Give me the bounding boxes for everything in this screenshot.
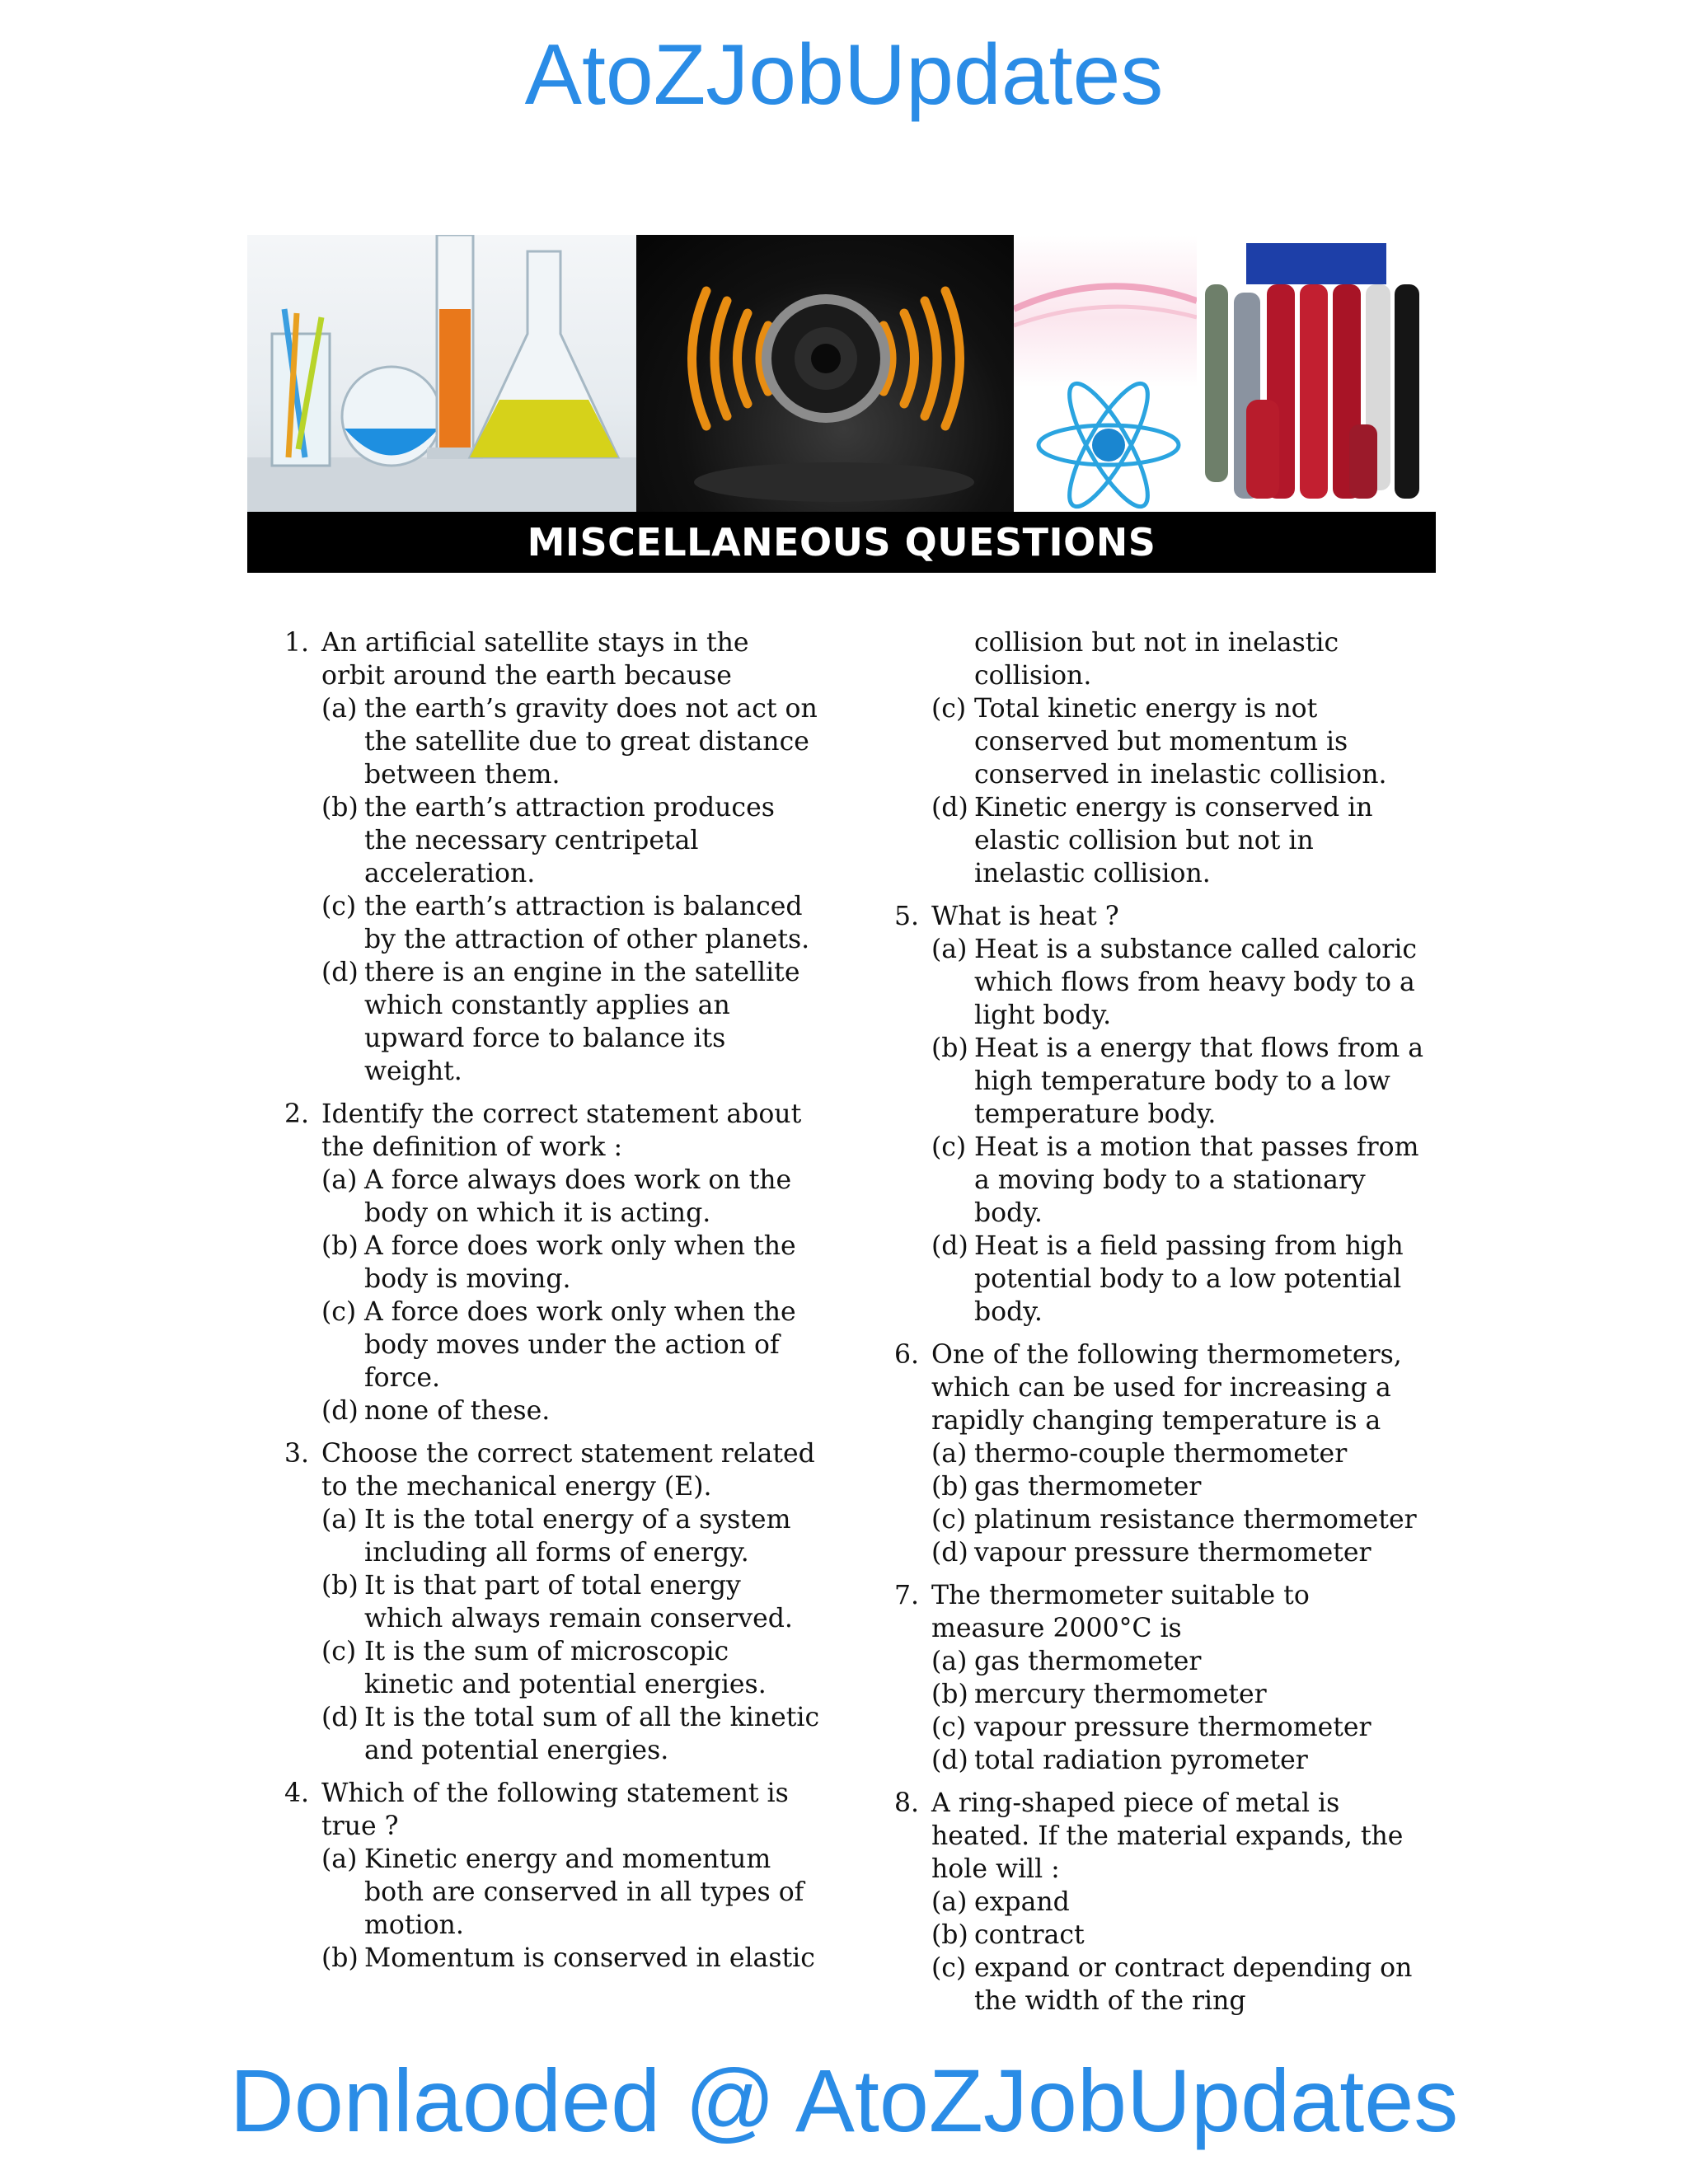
- question-text: An artificial satellite stays in the orbit around the earth because: [321, 628, 749, 691]
- option-text: thermo-couple thermometer: [974, 1439, 1348, 1469]
- gas-cylinders-image: [1197, 235, 1436, 512]
- question-6: [894, 1338, 1430, 1569]
- option-label: (d): [321, 958, 359, 987]
- option-text: vapour pressure thermometer: [974, 1713, 1372, 1742]
- question-number: 1.: [284, 628, 310, 658]
- option-label: (c): [931, 694, 967, 724]
- option-label: (b): [321, 1571, 359, 1601]
- question-number: 5.: [894, 902, 920, 931]
- option: [931, 1032, 1430, 1131]
- question-1: [284, 626, 820, 1088]
- option-text: It is the sum of microscopic kinetic and potential energies.: [364, 1637, 767, 1699]
- watermark-bottom: Donlaoded @ AtoZJobUpdates: [229, 2050, 1459, 2150]
- option-label: (c): [931, 1505, 967, 1535]
- question-8: [894, 1787, 1430, 2018]
- option: [321, 1296, 820, 1394]
- option-text: It is the total sum of all the kinetic and potential energies.: [364, 1703, 820, 1765]
- option-text: It is the total energy of a system including all forms of energy.: [364, 1505, 791, 1568]
- question-text: Choose the correct statement related to the mechanical energy (E).: [321, 1439, 815, 1502]
- option: [931, 1230, 1430, 1329]
- question-text: The thermometer suitable to measure 2000°C is: [931, 1581, 1310, 1643]
- option: [931, 1678, 1430, 1711]
- question-number: 8.: [894, 1788, 920, 1818]
- option-text: Heat is a substance called caloric which flows from heavy body to a light body.: [974, 935, 1418, 1030]
- option: [321, 1230, 820, 1296]
- question-4: [284, 1777, 820, 1975]
- glassware-image: [247, 235, 636, 512]
- option-text: A force does work only when the body is moving.: [364, 1231, 796, 1294]
- option-label: (a): [931, 1887, 968, 1917]
- option-label: (a): [321, 694, 358, 724]
- option: [321, 1569, 820, 1635]
- right-column: [894, 626, 1430, 2027]
- header-banner: [247, 235, 1436, 573]
- option-continuation: collision but not in inelastic collision.: [974, 628, 1339, 691]
- option-text: vapour pressure thermometer: [974, 1538, 1372, 1568]
- option-label: (b): [931, 1033, 968, 1063]
- question-number: 6.: [894, 1340, 920, 1370]
- option: [931, 1919, 1430, 1952]
- option-text: the earth’s attraction is balanced by the attraction of other planets.: [364, 892, 810, 954]
- option-label: (b): [931, 1472, 968, 1502]
- option-label: (b): [931, 1920, 968, 1950]
- speaker-image: [636, 235, 1014, 512]
- option-text: Heat is a energy that flows from a high temperature body to a low temperature body.: [974, 1033, 1424, 1129]
- option-text: contract: [974, 1920, 1085, 1950]
- question-number: 4.: [284, 1779, 310, 1808]
- question-text: What is heat ?: [931, 902, 1119, 931]
- question-text: Which of the following statement is true ?: [321, 1779, 789, 1841]
- option: [321, 1635, 820, 1701]
- option-label: (b): [321, 1943, 359, 1973]
- option: [931, 1503, 1430, 1536]
- question-4-continued: [894, 692, 1430, 890]
- option-text: the earth’s attraction produces the necessary centripetal acceleration.: [364, 793, 775, 888]
- option-label: (d): [931, 1538, 968, 1568]
- option-label: (a): [931, 935, 968, 964]
- option-label: (a): [931, 1439, 968, 1469]
- question-5: [894, 900, 1430, 1329]
- option-text: mercury thermometer: [974, 1680, 1267, 1709]
- option-label: (c): [321, 1637, 357, 1666]
- option: [321, 1164, 820, 1230]
- option-label: (b): [321, 793, 359, 823]
- option-text: It is that part of total energy which always remain conserved.: [364, 1571, 793, 1633]
- question-text: A ring-shaped piece of metal is heated. If the material expands, the hole will :: [931, 1788, 1404, 1884]
- option-label: (d): [931, 1231, 968, 1261]
- option: [931, 1131, 1430, 1230]
- option-text: the earth’s gravity does not act on the satellite due to great distance between them.: [364, 694, 818, 790]
- option-label: (d): [321, 1396, 359, 1426]
- option-label: (b): [321, 1231, 359, 1261]
- option: [931, 1536, 1430, 1569]
- option-text: gas thermometer: [974, 1472, 1202, 1502]
- option-label: (c): [931, 1713, 967, 1742]
- option-text: platinum resistance thermometer: [974, 1505, 1417, 1535]
- option-label: (d): [931, 1746, 968, 1775]
- watermark-top: AtoZJobUpdates: [524, 27, 1164, 123]
- option-label: (d): [321, 1703, 359, 1732]
- option: [321, 1843, 820, 1942]
- option-text: expand or contract depending on the width of the ring: [974, 1953, 1413, 2016]
- option-label: (a): [931, 1647, 968, 1676]
- option-label: (a): [321, 1505, 358, 1535]
- option: [931, 1886, 1430, 1919]
- option: [321, 956, 820, 1088]
- option-text: Kinetic energy is conserved in elastic collision but not in inelastic collision.: [974, 793, 1373, 888]
- option: [931, 1711, 1430, 1744]
- option-label: (c): [931, 1953, 967, 1983]
- option: [931, 933, 1430, 1032]
- option-label: (c): [321, 1297, 357, 1327]
- option: [931, 1645, 1430, 1678]
- question-2: [284, 1098, 820, 1427]
- option: [321, 1503, 820, 1569]
- option: [321, 1394, 820, 1427]
- option-text: expand: [974, 1887, 1070, 1917]
- question-text: Identify the correct statement about the definition of work :: [321, 1099, 802, 1162]
- option-text: Total kinetic energy is not conserved but momentum is conserved in inelastic collision.: [974, 694, 1387, 790]
- atom-image: [1014, 235, 1197, 512]
- option-text: Kinetic energy and momentum both are conserved in all types of motion.: [364, 1844, 804, 1940]
- option: [931, 1470, 1430, 1503]
- option: [931, 692, 1430, 791]
- option: [931, 1952, 1430, 2018]
- question-number: 3.: [284, 1439, 310, 1469]
- section-title: MISCELLANEOUS QUESTIONS: [247, 512, 1436, 573]
- option-text: Heat is a field passing from high potential body to a low potential body.: [974, 1231, 1404, 1327]
- option-label: (c): [931, 1132, 967, 1162]
- question-3: [284, 1437, 820, 1767]
- option: [931, 1744, 1430, 1777]
- option-text: total radiation pyrometer: [974, 1746, 1308, 1775]
- option-text: there is an engine in the satellite which constantly applies an upward force to balance its weight.: [364, 958, 800, 1086]
- option: [931, 791, 1430, 890]
- option-label: (d): [931, 793, 968, 823]
- option-text: A force does work only when the body moves under the action of force.: [364, 1297, 796, 1393]
- option: [321, 692, 820, 791]
- option-label: (c): [321, 892, 357, 921]
- option-label: (b): [931, 1680, 968, 1709]
- option: [321, 890, 820, 956]
- option-text: none of these.: [364, 1396, 551, 1426]
- option-text: gas thermometer: [974, 1647, 1202, 1676]
- option: [931, 1437, 1430, 1470]
- question-number: 7.: [894, 1581, 920, 1610]
- option-label: (a): [321, 1844, 358, 1874]
- question-text: One of the following thermometers, which can be used for increasing a rapidly changing temperature is a: [931, 1340, 1402, 1436]
- option: [321, 1701, 820, 1767]
- option-text: Heat is a motion that passes from a moving body to a stationary body.: [974, 1132, 1419, 1228]
- question-7: [894, 1579, 1430, 1777]
- option: [321, 791, 820, 890]
- left-column: [284, 626, 820, 1985]
- option-text: A force always does work on the body on which it is acting.: [364, 1165, 792, 1228]
- question-number: 2.: [284, 1099, 310, 1129]
- option-text: Momentum is conserved in elastic: [364, 1943, 815, 1973]
- option-label: (a): [321, 1165, 358, 1195]
- option: [321, 1942, 820, 1975]
